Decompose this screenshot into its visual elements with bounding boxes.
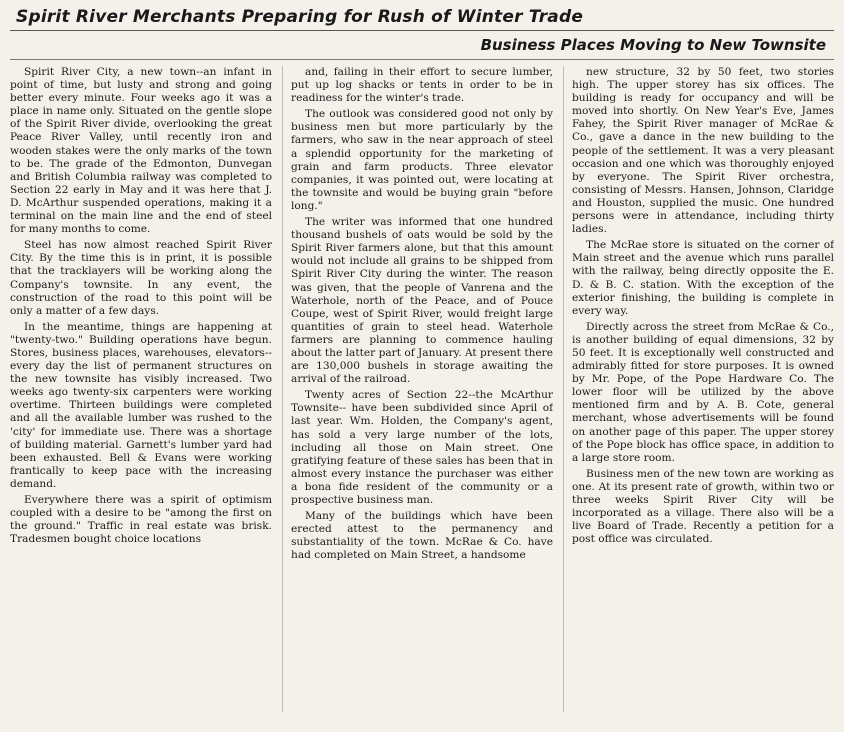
paragraph: Many of the buildings which have been erected attest to the permanency and substantiality of the town. McRae & Co. have had completed on Main Street, a handsome bbox=[291, 510, 553, 562]
paragraph: new structure, 32 by 50 feet, two stories high. The upper storey has six offices. The building is ready for occupancy and will be moved into shortly. On New Year's Eve, James Fahey, the Spirit River manager of McRae & Co., gave a dance in the new building to the people of the settlement. It was a very pleasant occasion and one which was thoroughly enjoyed by everyone. The Spirit River orchestra, consisting of Messrs. Hansen, Johnson, Claridge and Houston, supplied the music. One hundred persons were in attendance, including thirty ladies. bbox=[572, 66, 834, 236]
paragraph: Everywhere there was a spirit of optimism coupled with a desire to be "among the first on the ground." Traffic in real estate was brisk. Tradesmen bought choice locations bbox=[10, 494, 272, 546]
paragraph: In the meantime, things are happening at "twenty-two." Building operations have begun. Stores, business places, warehouses, elevators--every day the list of permanent structures on the new townsite has visibly increased. Two weeks ago twenty-six carpenters were working overtime. Thirteen buildings were completed and all the available lumber was rushed to the 'city' for immediate use. There was a shortage of building material. Garnett's lumber yard had been exhausted. Bell & Evans were working frantically to keep pace with the increasing demand. bbox=[10, 320, 272, 490]
paragraph: The outlook was considered good not only by business men but more particularly by the farmers, who saw in the near approach of steel a splendid opportunity for the marketing of grain and farm products. Three elevator companies, it was pointed out, were locating at the townsite and would be buying grain "before long." bbox=[291, 108, 553, 212]
paragraph: Business men of the new town are working as one. At its present rate of growth, within two or three weeks Spirit River City will be incorporated as a village. There also will be a live Board of Trade. Recently a petition for a post office was circulated. bbox=[572, 467, 834, 546]
paragraph: Steel has now almost reached Spirit River City. By the time this is in print, it is possible that the tracklayers will be working along the Company's townsite. In any event, the construction of the road to this point will be only a matter of a few days. bbox=[10, 239, 272, 317]
paragraph: Twenty acres of Section 22--the McArthur Townsite-- have been subdivided since April of last year. Wm. Holden, the Company's agent, has sold a very large number of the lots, including all those on Main street. One gratifying feature of these sales has been that in almost every instance the purchaser was either a bona fide resident of the community or a prospective business man. bbox=[291, 389, 553, 506]
column-3 bbox=[563, 66, 834, 712]
paragraph: The writer was informed that one hundred thousand bushels of oats would be sold by the Spirit River farmers alone, but that this amount would not include all grains to be shipped from Spirit River City during the winter. The reason was given, that the people of Vanrena and the Waterhole, north of the Peace, and of Pouce Coupe, west of Spirit River, would freight large quantities of grain to steel head. Waterhole farmers are planning to commence hauling about the latter part of January. At present there are 130,000 bushels in storage awaiting the arrival of the railroad. bbox=[291, 216, 553, 386]
column-2 bbox=[282, 66, 553, 712]
article-columns bbox=[10, 66, 834, 712]
subheadline-rule bbox=[10, 59, 834, 60]
subheadline: Business Places Moving to New Townsite bbox=[480, 36, 826, 54]
headline: Spirit River Merchants Preparing for Rush of Winter Trade bbox=[16, 7, 584, 27]
paragraph: Spirit River City, a new town--an infant in point of time, but lusty and strong and going better every minute. Four weeks ago it was a place in name only. Situated on the gentle slope of the Spirit River divide, overlooking the great Peace River Valley, until recently iron and wooden stakes were the only marks of the town to be. The grade of the Edmonton, Dunvegan and British Columbia railway was completed to Section 22 early in May and it was here that J. D. McArthur suspended operations, making it a terminal on the main line and the end of steel for many months to come. bbox=[10, 66, 272, 236]
paragraph: The McRae store is situated on the corner of Main street and the avenue which runs parallel with the railway, being directly opposite the E. D. & B. C. station. With the exception of the exterior finishing, the building is complete in every way. bbox=[572, 239, 834, 317]
paragraph: and, failing in their effort to secure lumber, put up log shacks or tents in order to be in readiness for the winter's trade. bbox=[291, 66, 553, 105]
column-1 bbox=[10, 66, 272, 712]
paragraph: Directly across the street from McRae & Co., is another building of equal dimensions, 32 by 50 feet. It is exceptionally well constructed and admirably fitted for store purposes. It is owned by Mr. Pope, of the Pope Hardware Co. The lower floor will be utilized by the above mentioned firm and by A. B. Cote, general merchant, whose advertisements will be found on another page of this paper. The upper storey of the Pope block has office space, in addition to a large store room. bbox=[572, 320, 834, 464]
headline-rule bbox=[10, 30, 834, 31]
